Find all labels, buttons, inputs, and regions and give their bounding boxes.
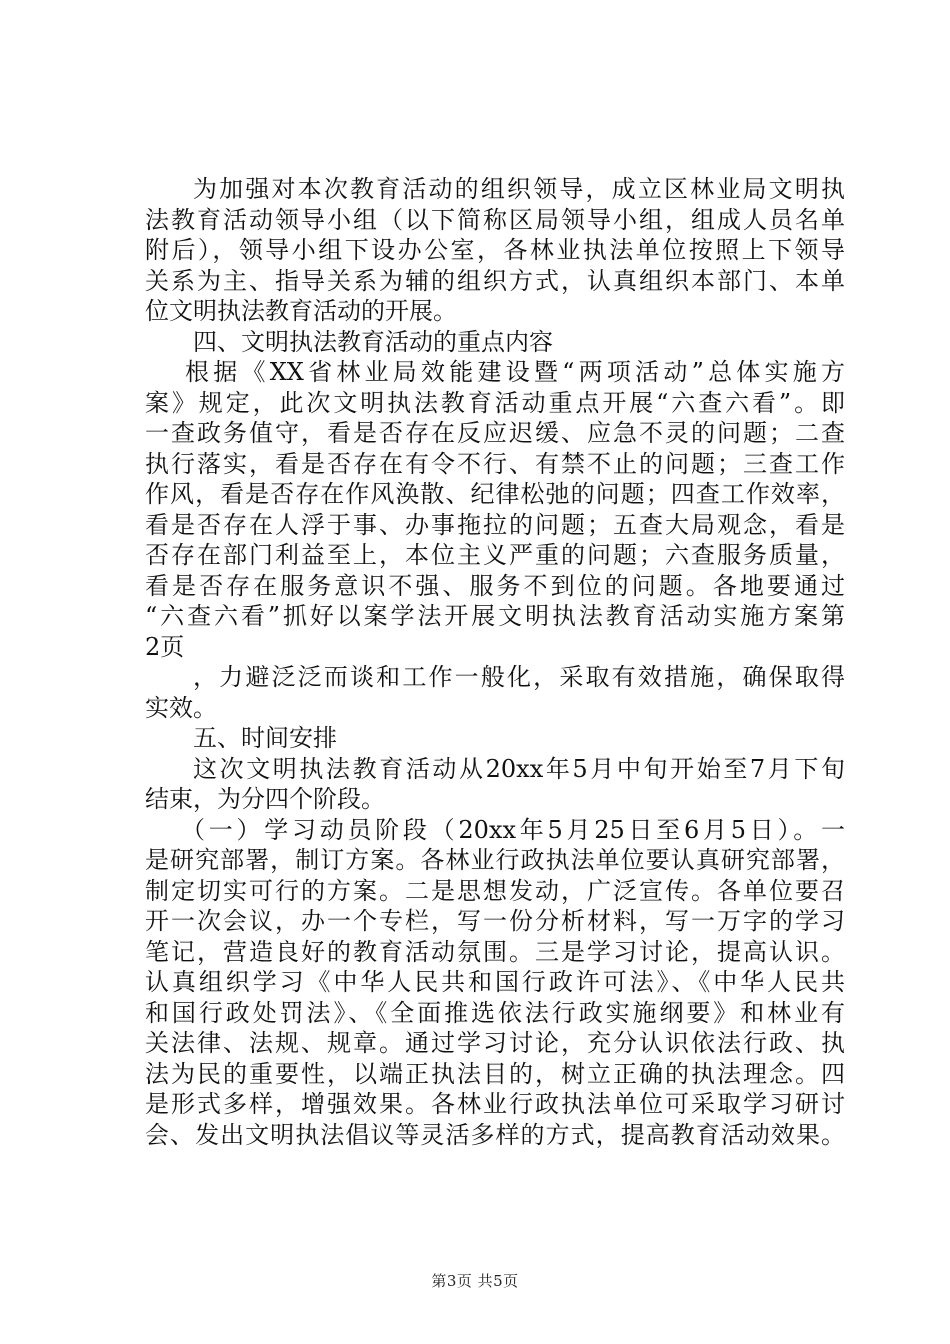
paragraph-line: 会、发出文明执法倡议等灵活多样的方式，提高教育活动效果。 <box>145 1120 845 1149</box>
paragraph-line: 关系为主、指导关系为辅的组织方式，认真组织本部门、本单 <box>145 266 845 295</box>
paragraph-line: ，力避泛泛而谈和工作一般化，采取有效措施，确保取得 <box>193 663 845 691</box>
paragraph-line: 案》规定，此次文明执法教育活动重点开展“六查六看”。即 <box>145 388 845 417</box>
paragraph-line: 是研究部署，制订方案。各林业行政执法单位要认真研究部署， <box>145 846 845 874</box>
paragraph-line: 看是否存在人浮于事、办事拖拉的问题；五查大局观念，看是 <box>145 510 845 539</box>
paragraph-line: 是形式多样，增强效果。各林业行政执法单位可采取学习研讨 <box>145 1090 845 1118</box>
paragraph-line: 制定切实可行的方案。二是思想发动，广泛宣传。各单位要召 <box>145 876 845 905</box>
paragraph-line: 法教育活动领导小组（以下简称区局领导小组，组成人员名单 <box>145 205 845 234</box>
paragraph-line: “六查六看”抓好以案学法开展文明执法教育活动实施方案第 <box>145 602 845 630</box>
paragraph-line: 否存在部门利益至上，本位主义严重的问题；六查服务质量， <box>145 541 845 569</box>
paragraph-line: 法为民的重要性，以端正执法目的，树立正确的执法理念。四 <box>145 1059 845 1088</box>
page-reference: 2页 <box>145 632 185 661</box>
paragraph-line: 这次文明执法教育活动从20xx年5月中旬开始至7月下旬 <box>193 754 845 783</box>
paragraph-line: 一查政务值守，看是否存在反应迟缓、应急不灵的问题；二查 <box>145 419 845 447</box>
paragraph-line: 看是否存在服务意识不强、服务不到位的问题。各地要通过 <box>145 571 845 600</box>
paragraph-line: 为加强对本次教育活动的组织领导，成立区林业局文明执 <box>193 175 845 203</box>
paragraph-line: 附后），领导小组下设办公室，各林业执法单位按照上下领导 <box>145 236 845 264</box>
paragraph-line: 关法律、法规、规章。通过学习讨论，充分认识依法行政、执 <box>145 1029 845 1057</box>
paragraph-line: 开一次会议，办一个专栏，写一份分析材料，写一万字的学习 <box>145 907 845 935</box>
page-number-label: 第3页 共5页 <box>431 1272 519 1290</box>
paragraph-line: 位文明执法教育活动的开展。 <box>145 297 457 325</box>
paragraph-line: 根据《XX省林业局效能建设暨“两项活动”总体实施方 <box>185 358 845 386</box>
paragraph-line: 和国行政处罚法》、《全面推选依法行政实施纲要》和林业有 <box>145 998 845 1027</box>
paragraph-line: 作风，看是否存在作风涣散、纪律松弛的问题；四查工作效率， <box>145 480 845 508</box>
document-body <box>145 174 845 1150</box>
page-footer <box>0 1270 950 1291</box>
paragraph-line: 认真组织学习《中华人民共和国行政许可法》、《中华人民共 <box>145 968 845 996</box>
paragraph-line: 实效。 <box>145 693 217 722</box>
paragraph-line: 笔记，营造良好的教育活动氛围。三是学习讨论，提高认识。 <box>145 937 845 966</box>
paragraph-line: 结束，为分四个阶段。 <box>145 785 385 813</box>
section-heading: 四、文明执法教育活动的重点内容 <box>193 327 553 356</box>
paragraph-line: 执行落实，看是否存在有令不行、有禁不止的问题；三查工作 <box>145 449 845 478</box>
subsection-line: （一）学习动员阶段（20xx年5月25日至6月5日）。一 <box>181 815 845 844</box>
section-heading: 五、时间安排 <box>193 724 337 752</box>
